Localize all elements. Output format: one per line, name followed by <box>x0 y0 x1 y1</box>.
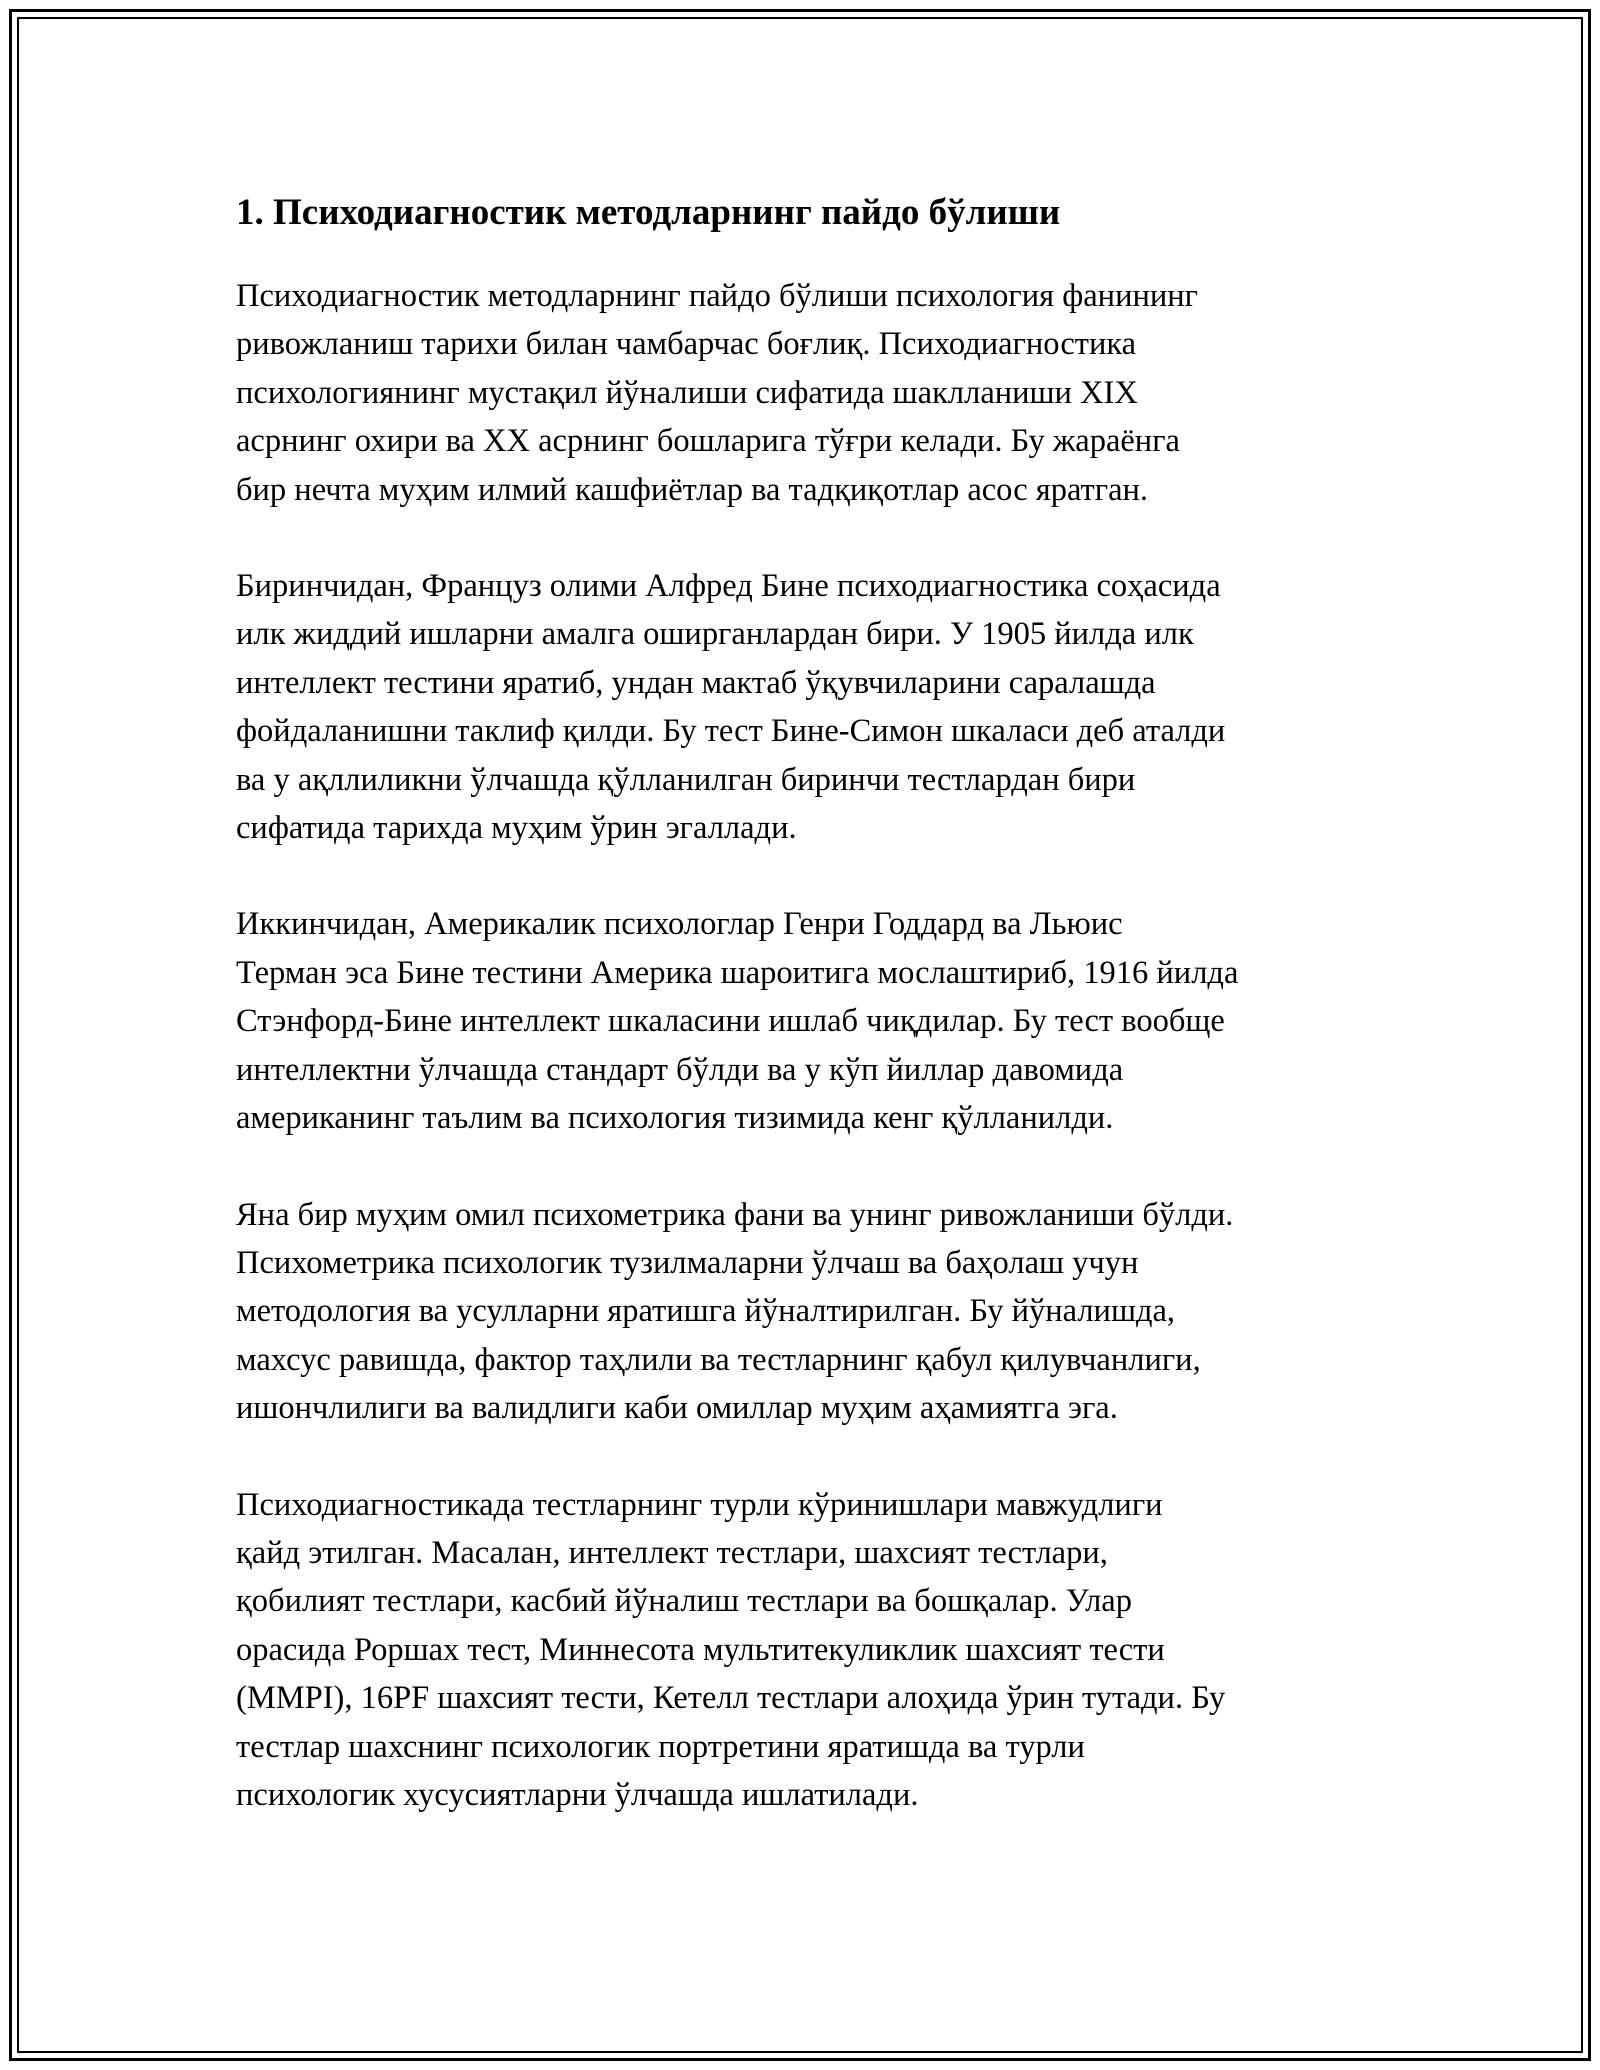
text-line: Стэнфорд-Бине интеллект шкаласини ишлаб чиқдилар. Бу тест вообще <box>236 1003 1225 1040</box>
paragraph-3 <box>236 900 1386 1142</box>
text-line: илк жиддий ишларни амалга оширганлардан бири. У 1905 йилда илк <box>236 616 1194 653</box>
text-line: сифатида тарихда муҳим ўрин эгаллади. <box>236 810 797 847</box>
text-line: (MMPI), 16PF шахсият тести, Кетелл тестлари алоҳида ўрин тутади. Бу <box>236 1680 1226 1717</box>
text-line: Биринчидан, Француз олими Алфред Бине психодиагностика соҳасида <box>236 568 1221 605</box>
text-line: махсус равишда, фактор таҳлили ва тестларнинг қабул қилувчанлиги, <box>236 1341 1201 1378</box>
text-line: Яна бир муҳим омил психометрика фани ва унинг ривожланиши бўлди. <box>236 1196 1234 1233</box>
text-line: Психометрика психологик тузилмаларни ўлчаш ва баҳолаш учун <box>236 1244 1139 1281</box>
text-line: Иккинчидан, Америкалик психологлар Генри Годдард ва Льюис <box>236 906 1123 943</box>
text-line: Психодиагностик методларнинг пайдо бўлиши психология фанининг <box>236 278 1198 314</box>
text-line: қайд этилган. Масалан, интеллект тестлари, шахсият тестлари, <box>236 1534 1108 1571</box>
text-line: ва у ақллиликни ўлчашда қўлланилган биринчи тестлардан бири <box>236 761 1136 798</box>
text-line: интеллект тестини яратиб, ундан мактаб ўқувчиларини саралашда <box>236 664 1156 701</box>
text-line: асрнинг охири ва XX асрнинг бошларига тўғри келади. Бу жараёнга <box>236 423 1180 460</box>
document-body <box>236 184 1386 1867</box>
text-line: психологиянинг мустақил йўналиши сифатида шаклланиши XIX <box>236 374 1138 411</box>
text-line: методология ва усулларни яратишга йўналтирилган. Бу йўналишда, <box>236 1293 1176 1330</box>
text-line: психологик хусусиятларни ўлчашда ишлатилади. <box>236 1776 919 1813</box>
text-line: американинг таълим ва психология тизимида кенг қўлланилди. <box>236 1100 1114 1137</box>
text-line: орасида Роршах тест, Миннесота мультитекуликлик шахсият тести <box>236 1631 1165 1668</box>
text-line: Терман эса Бине тестини Америка шароитига мослаштириб, 1916 йилда <box>236 954 1239 991</box>
text-line: бир нечта муҳим илмий кашфиётлар ва тадқиқотлар асос яратган. <box>236 471 1149 508</box>
text-line: ишончлилиги ва валидлиги каби омиллар муҳим аҳамиятга эга. <box>236 1390 1118 1427</box>
text-line: қобилият тестлари, касбий йўналиш тестлари ва бошқалар. Улар <box>236 1583 1132 1620</box>
document-title: 1. Психодиагностик методларнинг пайдо бўлиши <box>236 192 1061 233</box>
text-line: фойдаланишни таклиф қилди. Бу тест Бине-Симон шкаласи деб аталди <box>236 713 1226 750</box>
text-line: ривожланиш тарихи билан чамбарчас боғлиқ. Психодиагностика <box>236 326 1137 363</box>
paragraph-1 <box>236 272 1386 514</box>
text-line: Психодиагностикада тестларнинг турли кўринишлари мавжудлиги <box>236 1486 1163 1523</box>
paragraph-4 <box>236 1191 1386 1433</box>
paragraph-2 <box>236 562 1386 852</box>
text-line: тестлар шахснинг психологик портретини яратишда ва турли <box>236 1728 1085 1765</box>
paragraph-5 <box>236 1481 1386 1820</box>
text-line: интеллектни ўлчашда стандарт бўлди ва у кўп йиллар давомида <box>236 1051 1124 1088</box>
